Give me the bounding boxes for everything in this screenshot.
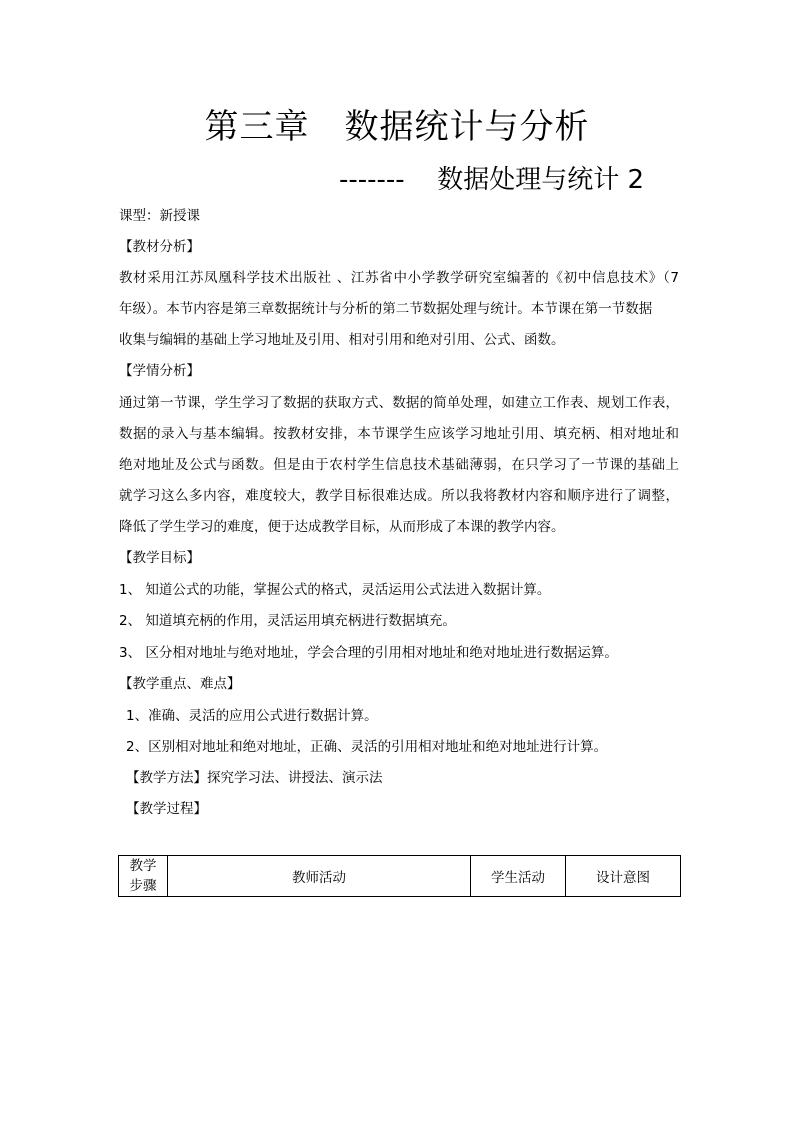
learners-line: 就学习这么多内容，难度较大，教学目标很难达成。所以我将教材内容和顺序进行了调整， — [119, 488, 679, 504]
course-type: 课型：新授课 — [119, 208, 200, 224]
section-subtitle — [339, 160, 644, 200]
key-point-item: 1、准确、灵活的应用公式进行数据计算。 — [126, 708, 378, 724]
objective-item: 3、 区分相对地址与绝对地址，学会合理的引用相对地址和绝对地址进行数据运算。 — [119, 645, 618, 661]
table-header-row — [119, 856, 681, 897]
key-point-item: 2、区别相对地址和绝对地址，正确、灵活的引用相对地址和绝对地址进行计算。 — [126, 739, 608, 755]
objective-item: 2、 知道填充柄的作用，灵活运用填充柄进行数据填充。 — [119, 613, 456, 629]
learners-line: 降低了学生学习的难度，便于达成教学目标，从而形成了本课的教学内容。 — [119, 519, 565, 535]
header-step-line: 教学 — [129, 858, 157, 874]
process-heading: 【教学过程】 — [126, 801, 207, 817]
material-heading: 【教材分析】 — [119, 239, 200, 255]
objective-item: 1、 知道公式的功能，掌握公式的格式，灵活运用公式法进入数据计算。 — [119, 582, 551, 598]
header-step — [119, 856, 168, 897]
header-design: 设计意图 — [566, 856, 681, 897]
learners-line: 绝对地址及公式与函数。但是由于农村学生信息技术基础薄弱，在只学习了一节课的基础上 — [119, 457, 679, 473]
subtitle-text: 数据处理与统计 2 — [437, 165, 645, 195]
subtitle-dashes: ------- — [339, 165, 405, 195]
learners-heading: 【学情分析】 — [119, 363, 200, 379]
material-line: 教材采用江苏凤凰科学技术出版社 、江苏省中小学教学研究室编著的《初中信息技术》（7 — [119, 270, 679, 286]
objectives-heading: 【教学目标】 — [119, 550, 200, 566]
material-line: 收集与编辑的基础上学习地址及引用、相对引用和绝对引用、公式、函数。 — [119, 332, 565, 348]
header-student: 学生活动 — [471, 856, 566, 897]
learners-line: 数据的录入与基本编辑。按教材安排，本节课学生应该学习地址引用、填充柄、相对地址和 — [119, 426, 679, 442]
methods-line: 【教学方法】探究学习法、讲授法、演示法 — [126, 770, 383, 786]
header-step-line: 步骤 — [129, 878, 157, 894]
teaching-process-table — [118, 855, 681, 897]
learners-line: 通过第一节课，学生学习了数据的获取方式、数据的简单处理，如建立工作表、规划工作表， — [119, 395, 679, 411]
material-line: 年级）。本节内容是第三章数据统计与分析的第二节数据处理与统计。本节课在第一节数据 — [119, 301, 653, 317]
chapter-title: 第三章 数据统计与分析 — [204, 107, 590, 147]
key-points-heading: 【教学重点、难点】 — [119, 676, 241, 692]
header-teacher: 教师活动 — [168, 856, 471, 897]
